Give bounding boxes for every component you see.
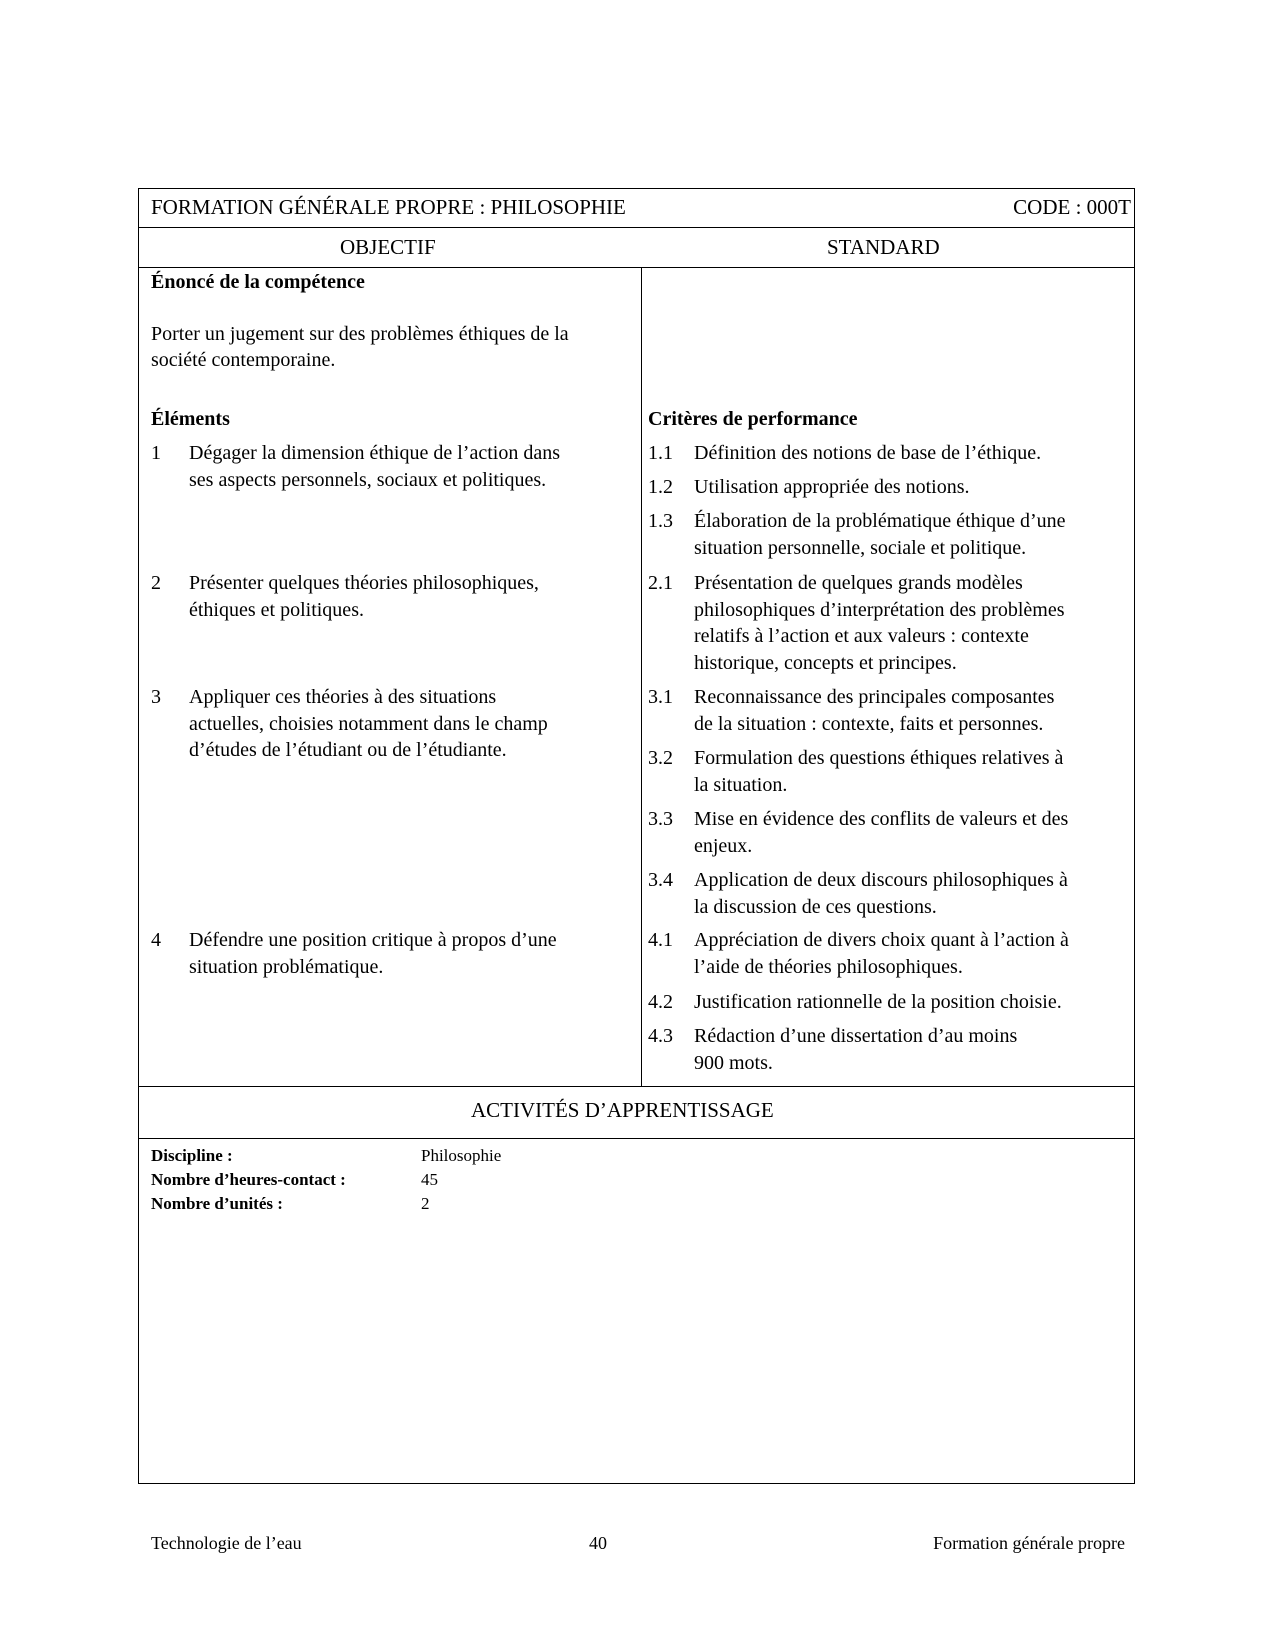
criterion-text: enjeux. xyxy=(694,834,753,857)
element-text: d’études de l’étudiant ou de l’étudiante. xyxy=(189,739,507,761)
rule-above-activities xyxy=(138,1086,1135,1087)
units-value: 2 xyxy=(421,1194,430,1213)
hours-value: 45 xyxy=(421,1170,438,1189)
criterion-text: Utilisation appropriée des notions. xyxy=(694,476,970,498)
criterion-number: 3.3 xyxy=(648,808,673,830)
footer-left: Technologie de l’eau xyxy=(151,1533,302,1553)
criterion-number: 4.2 xyxy=(648,991,673,1013)
units-label: Nombre d’unités : xyxy=(151,1194,283,1213)
criterion-number: 4.1 xyxy=(648,929,673,951)
elements-heading: Éléments xyxy=(151,408,230,430)
rule-under-activities xyxy=(138,1138,1135,1139)
criterion-text: Reconnaissance des principales composantes xyxy=(694,686,1055,708)
discipline-label: Discipline : xyxy=(151,1146,233,1165)
criterion-text: Justification rationnelle de la position choisie. xyxy=(694,991,1062,1013)
criterion-text: Élaboration de la problématique éthique d’une xyxy=(694,510,1066,532)
criterion-text: relatifs à l’action et aux valeurs : contexte xyxy=(694,625,1029,647)
column-heading-objectif: OBJECTIF xyxy=(340,235,436,259)
criteria-heading: Critères de performance xyxy=(648,408,858,430)
criterion-text: Formulation des questions éthiques relatives à xyxy=(694,747,1064,769)
form-code: CODE : 000T xyxy=(1013,195,1131,219)
criterion-text: la situation. xyxy=(694,773,788,796)
activities-title: ACTIVITÉS D’APPRENTISSAGE xyxy=(471,1098,774,1122)
element-text: éthiques et politiques. xyxy=(189,598,364,621)
discipline-value: Philosophie xyxy=(421,1146,502,1165)
column-divider xyxy=(641,267,642,1086)
criterion-text: historique, concepts et principes. xyxy=(694,651,957,674)
element-text: Présenter quelques théories philosophiques, xyxy=(189,572,539,594)
criterion-text: l’aide de théories philosophiques. xyxy=(694,955,963,978)
element-text: Défendre une position critique à propos d’une xyxy=(189,929,557,951)
page-number: 40 xyxy=(589,1533,607,1553)
criterion-text: Appréciation de divers choix quant à l’action à xyxy=(694,929,1069,951)
criterion-text: 900 mots. xyxy=(694,1051,773,1074)
element-text: actuelles, choisies notamment dans le champ xyxy=(189,712,548,735)
criterion-text: Définition des notions de base de l’éthique. xyxy=(694,442,1042,464)
competence-line: société contemporaine. xyxy=(151,349,336,371)
element-number: 1 xyxy=(151,442,161,464)
rule-under-columns xyxy=(138,267,1135,268)
element-number: 3 xyxy=(151,686,161,708)
criterion-text: la discussion de ces questions. xyxy=(694,895,937,918)
element-text: Dégager la dimension éthique de l’action dans xyxy=(189,442,560,464)
criterion-number: 1.1 xyxy=(648,442,673,464)
form-title: FORMATION GÉNÉRALE PROPRE : PHILOSOPHIE xyxy=(151,195,626,219)
competence-line: Porter un jugement sur des problèmes éthiques de la xyxy=(151,323,569,345)
competence-heading: Énoncé de la compétence xyxy=(151,271,365,293)
criterion-number: 1.3 xyxy=(648,510,673,532)
criterion-number: 3.2 xyxy=(648,747,673,769)
hours-label: Nombre d’heures-contact : xyxy=(151,1170,346,1189)
criterion-number: 3.4 xyxy=(648,869,673,891)
criterion-text: situation personnelle, sociale et politique. xyxy=(694,536,1027,559)
criterion-number: 1.2 xyxy=(648,476,673,498)
element-text: Appliquer ces théories à des situations xyxy=(189,686,497,708)
criterion-text: Mise en évidence des conflits de valeurs et des xyxy=(694,808,1069,830)
footer-right: Formation générale propre xyxy=(933,1533,1125,1553)
criterion-text: Rédaction d’une dissertation d’au moins xyxy=(694,1025,1018,1047)
column-heading-standard: STANDARD xyxy=(827,235,940,259)
element-number: 4 xyxy=(151,929,161,951)
criterion-text: philosophiques d’interprétation des problèmes xyxy=(694,598,1065,621)
criterion-number: 3.1 xyxy=(648,686,673,708)
rule-under-header xyxy=(138,227,1135,228)
criterion-text: Présentation de quelques grands modèles xyxy=(694,572,1023,594)
element-text: situation problématique. xyxy=(189,955,384,978)
element-text: ses aspects personnels, sociaux et politiques. xyxy=(189,468,547,491)
criterion-number: 2.1 xyxy=(648,572,673,594)
element-number: 2 xyxy=(151,572,161,594)
criterion-text: Application de deux discours philosophiques à xyxy=(694,869,1068,891)
criterion-text: de la situation : contexte, faits et personnes. xyxy=(694,712,1044,735)
criterion-number: 4.3 xyxy=(648,1025,673,1047)
